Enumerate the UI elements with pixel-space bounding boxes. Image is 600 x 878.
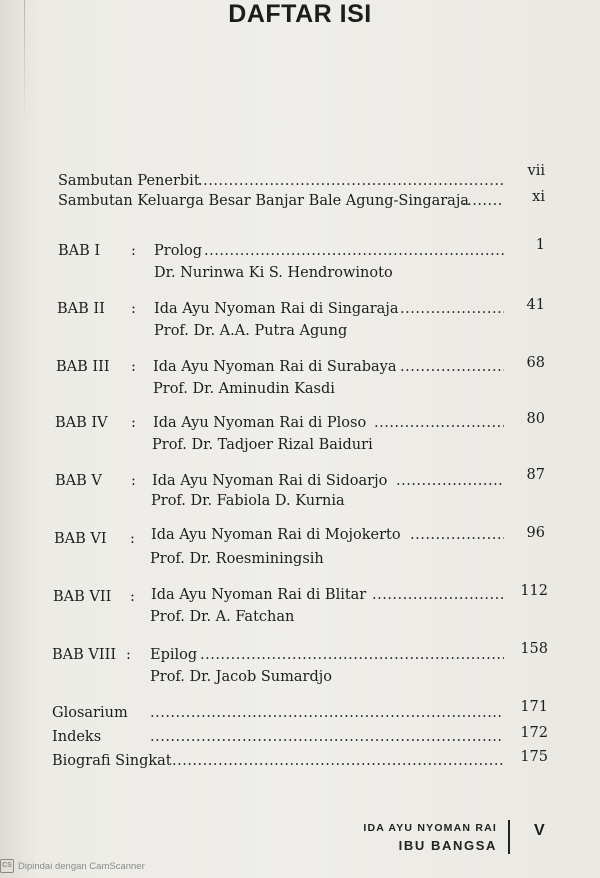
scanner-watermark bbox=[0, 858, 145, 874]
chapter-page: 96 bbox=[526, 525, 545, 541]
leader-dots bbox=[372, 584, 504, 606]
chapter-author: Prof. Dr. Tadjoer Rizal Baiduri bbox=[152, 437, 373, 453]
chapter-number: BAB II bbox=[57, 301, 105, 317]
chapter-author: Prof. Dr. Roesminingsih bbox=[150, 551, 324, 567]
leader-dots bbox=[198, 170, 504, 192]
footer-book-title: IDA AYU NYOMAN RAI bbox=[363, 822, 497, 834]
chapter-author: Prof. Dr. Jacob Sumardjo bbox=[150, 669, 332, 685]
chapter-colon: : bbox=[130, 589, 135, 605]
chapter-number: BAB VIII bbox=[52, 647, 117, 663]
chapter-number: BAB IV bbox=[55, 415, 108, 431]
chapter-title: Prolog bbox=[154, 243, 203, 259]
chapter-author: Dr. Nurinwa Ki S. Hendrowinoto bbox=[154, 265, 393, 281]
chapter-title: Ida Ayu Nyoman Rai di Blitar bbox=[151, 587, 367, 603]
toc-entry-label: Indeks bbox=[52, 729, 102, 745]
chapter-title: Ida Ayu Nyoman Rai di Singaraja bbox=[154, 301, 399, 317]
leader-dots bbox=[462, 190, 504, 212]
chapter-colon: : bbox=[131, 359, 136, 375]
chapter-page: 41 bbox=[526, 297, 545, 313]
chapter-colon: : bbox=[130, 531, 135, 547]
chapter-page: 112 bbox=[520, 583, 548, 599]
chapter-page: 87 bbox=[526, 467, 545, 483]
chapter-colon: : bbox=[131, 415, 136, 431]
toc-entry-label: Biografi Singkat bbox=[52, 753, 172, 769]
chapter-page: 68 bbox=[526, 355, 545, 371]
leader-dots bbox=[172, 750, 504, 772]
chapter-number: BAB III bbox=[56, 359, 110, 375]
chapter-title: Ida Ayu Nyoman Rai di Sidoarjo bbox=[152, 473, 388, 489]
chapter-number: BAB VII bbox=[53, 589, 112, 605]
chapter-title: Ida Ayu Nyoman Rai di Surabaya bbox=[153, 359, 397, 375]
chapter-author: Prof. Dr. A.A. Putra Agung bbox=[154, 323, 348, 339]
toc-entry-label: Glosarium bbox=[52, 705, 128, 721]
toc-entry-page: xi bbox=[532, 189, 545, 205]
leader-dots bbox=[396, 470, 504, 492]
chapter-author: Prof. Dr. A. Fatchan bbox=[150, 609, 295, 625]
toc-entry-page: 175 bbox=[520, 749, 548, 765]
footer-book-subtitle: IBU BANGSA bbox=[398, 838, 497, 853]
camscanner-icon: CS bbox=[0, 859, 14, 873]
chapter-colon: : bbox=[131, 243, 136, 259]
chapter-page: 158 bbox=[520, 641, 548, 657]
chapter-number: BAB I bbox=[58, 243, 101, 259]
chapter-page: 1 bbox=[535, 237, 545, 253]
footer-page-number: V bbox=[534, 822, 545, 839]
scanner-watermark-text: Dipindai dengan CamScanner bbox=[18, 860, 145, 872]
leader-dots bbox=[204, 240, 504, 262]
leader-dots bbox=[400, 356, 504, 378]
chapter-author: Prof. Dr. Aminudin Kasdi bbox=[153, 381, 335, 397]
leader-dots bbox=[400, 298, 504, 320]
chapter-page: 80 bbox=[526, 411, 545, 427]
chapter-colon: : bbox=[126, 647, 131, 663]
leader-dots bbox=[150, 702, 504, 724]
chapter-title: Epilog bbox=[150, 647, 198, 663]
chapter-author: Prof. Dr. Fabiola D. Kurnia bbox=[151, 493, 345, 509]
chapter-number: BAB VI bbox=[54, 531, 107, 547]
toc-entry-page: 172 bbox=[520, 725, 548, 741]
chapter-title: Ida Ayu Nyoman Rai di Mojokerto bbox=[151, 527, 401, 543]
chapter-title: Ida Ayu Nyoman Rai di Ploso bbox=[153, 415, 367, 431]
leader-dots bbox=[200, 644, 504, 666]
page-title: DAFTAR ISI bbox=[228, 0, 372, 28]
toc-entry-page: 171 bbox=[520, 699, 548, 715]
leader-dots bbox=[410, 524, 504, 546]
toc-entry-page: vii bbox=[527, 163, 545, 179]
leader-dots bbox=[150, 726, 504, 748]
chapter-colon: : bbox=[131, 301, 136, 317]
chapter-number: BAB V bbox=[55, 473, 102, 489]
leader-dots bbox=[374, 412, 504, 434]
footer-divider bbox=[508, 820, 510, 854]
toc-entry-label: Sambutan Keluarga Besar Banjar Bale Agung-Singaraja bbox=[58, 193, 469, 209]
chapter-colon: : bbox=[131, 473, 136, 489]
toc-entry-label: Sambutan Penerbit bbox=[58, 173, 200, 189]
